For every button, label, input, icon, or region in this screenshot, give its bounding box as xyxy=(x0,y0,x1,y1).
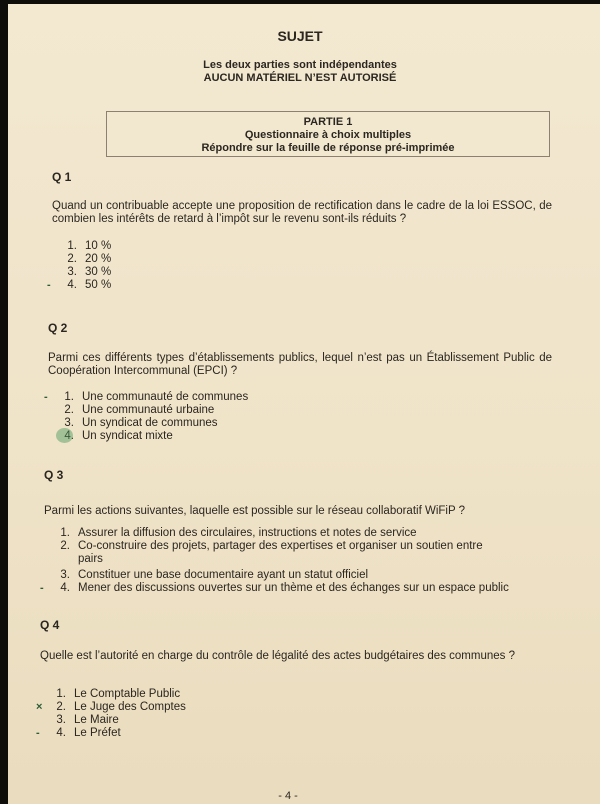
answer-option: - 4. Le Préfet xyxy=(36,727,121,739)
question-text: Quand un contribuable accepte une proposition de rectification dans le cadre de la loi ESSOC, de combien les intérêts de retard à l’impôt sur le revenu sont-ils réduits ? xyxy=(52,200,552,225)
answer-option: 3. 30 % xyxy=(67,266,112,278)
question-text: Quelle est l’autorité en charge du contrôle de légalité des actes budgétaires des communes ? xyxy=(40,650,515,662)
handwritten-dash-mark: - xyxy=(40,582,44,594)
answer-option: 4. Un syndicat mixte xyxy=(60,430,173,443)
partie-title: PARTIE 1 xyxy=(303,116,353,128)
question-label: Q 2 xyxy=(48,321,68,335)
answer-option: × 2. Le Juge des Comptes xyxy=(36,701,186,713)
question-text: Parmi les actions suivantes, laquelle est possible sur le réseau collaboratif WiFiP ? xyxy=(44,505,466,517)
question-label: Q 3 xyxy=(44,468,64,482)
answer-option: 2. 20 % xyxy=(67,253,112,265)
answer-option: 3. Constituer une base documentaire ayant un statut officiel xyxy=(60,569,369,581)
question-text: Parmi ces différents types d’établissements publics, lequel n’est pas un Établissement Public de Coopération Intercommunal (EPCI) ? xyxy=(48,352,552,377)
answer-option: 3. Le Maire xyxy=(56,714,119,726)
answer-option: 2. Une communauté urbaine xyxy=(64,404,215,416)
answer-option: 1. 10 % xyxy=(67,240,112,252)
handwritten-dash-mark: - xyxy=(47,279,51,291)
answer-option-continued: pairs xyxy=(78,553,103,565)
answer-option: 1. Le Comptable Public xyxy=(56,688,181,700)
independence-note: Les deux parties sont indépendantes xyxy=(203,59,397,71)
handwritten-dash-mark: - xyxy=(36,727,40,739)
answer-option: 2. Co-construire des projets, partager des expertises et organiser un soutien entre xyxy=(60,540,483,552)
question-label: Q 4 xyxy=(40,618,60,632)
partie-subtitle: Questionnaire à choix multiples xyxy=(244,129,412,141)
handwritten-cross-mark: × xyxy=(36,701,43,713)
answer-option: - 4. Mener des discussions ouvertes sur un thème et des échanges sur un espace public xyxy=(40,582,509,594)
highlighted-answer-number: 4. xyxy=(60,430,74,443)
partie-instruction: Répondre sur la feuille de réponse pré-imprimée xyxy=(201,142,455,154)
exam-page xyxy=(8,4,600,804)
answer-option: 1. Assurer la diffusion des circulaires, instructions et notes de service xyxy=(60,527,417,539)
page-number: - 4 - xyxy=(278,790,298,802)
answer-option: - 4. 50 % xyxy=(47,279,112,291)
question-label: Q 1 xyxy=(52,170,72,184)
page-title: SUJET xyxy=(277,28,323,44)
partie-box xyxy=(106,111,550,157)
handwritten-dash-mark: - xyxy=(44,391,48,403)
no-material-note: AUCUN MATÉRIEL N’EST AUTORISÉ xyxy=(203,72,397,84)
answer-option: 3. Un syndicat de communes xyxy=(64,417,218,429)
answer-option: - 1. Une communauté de communes xyxy=(44,391,249,403)
